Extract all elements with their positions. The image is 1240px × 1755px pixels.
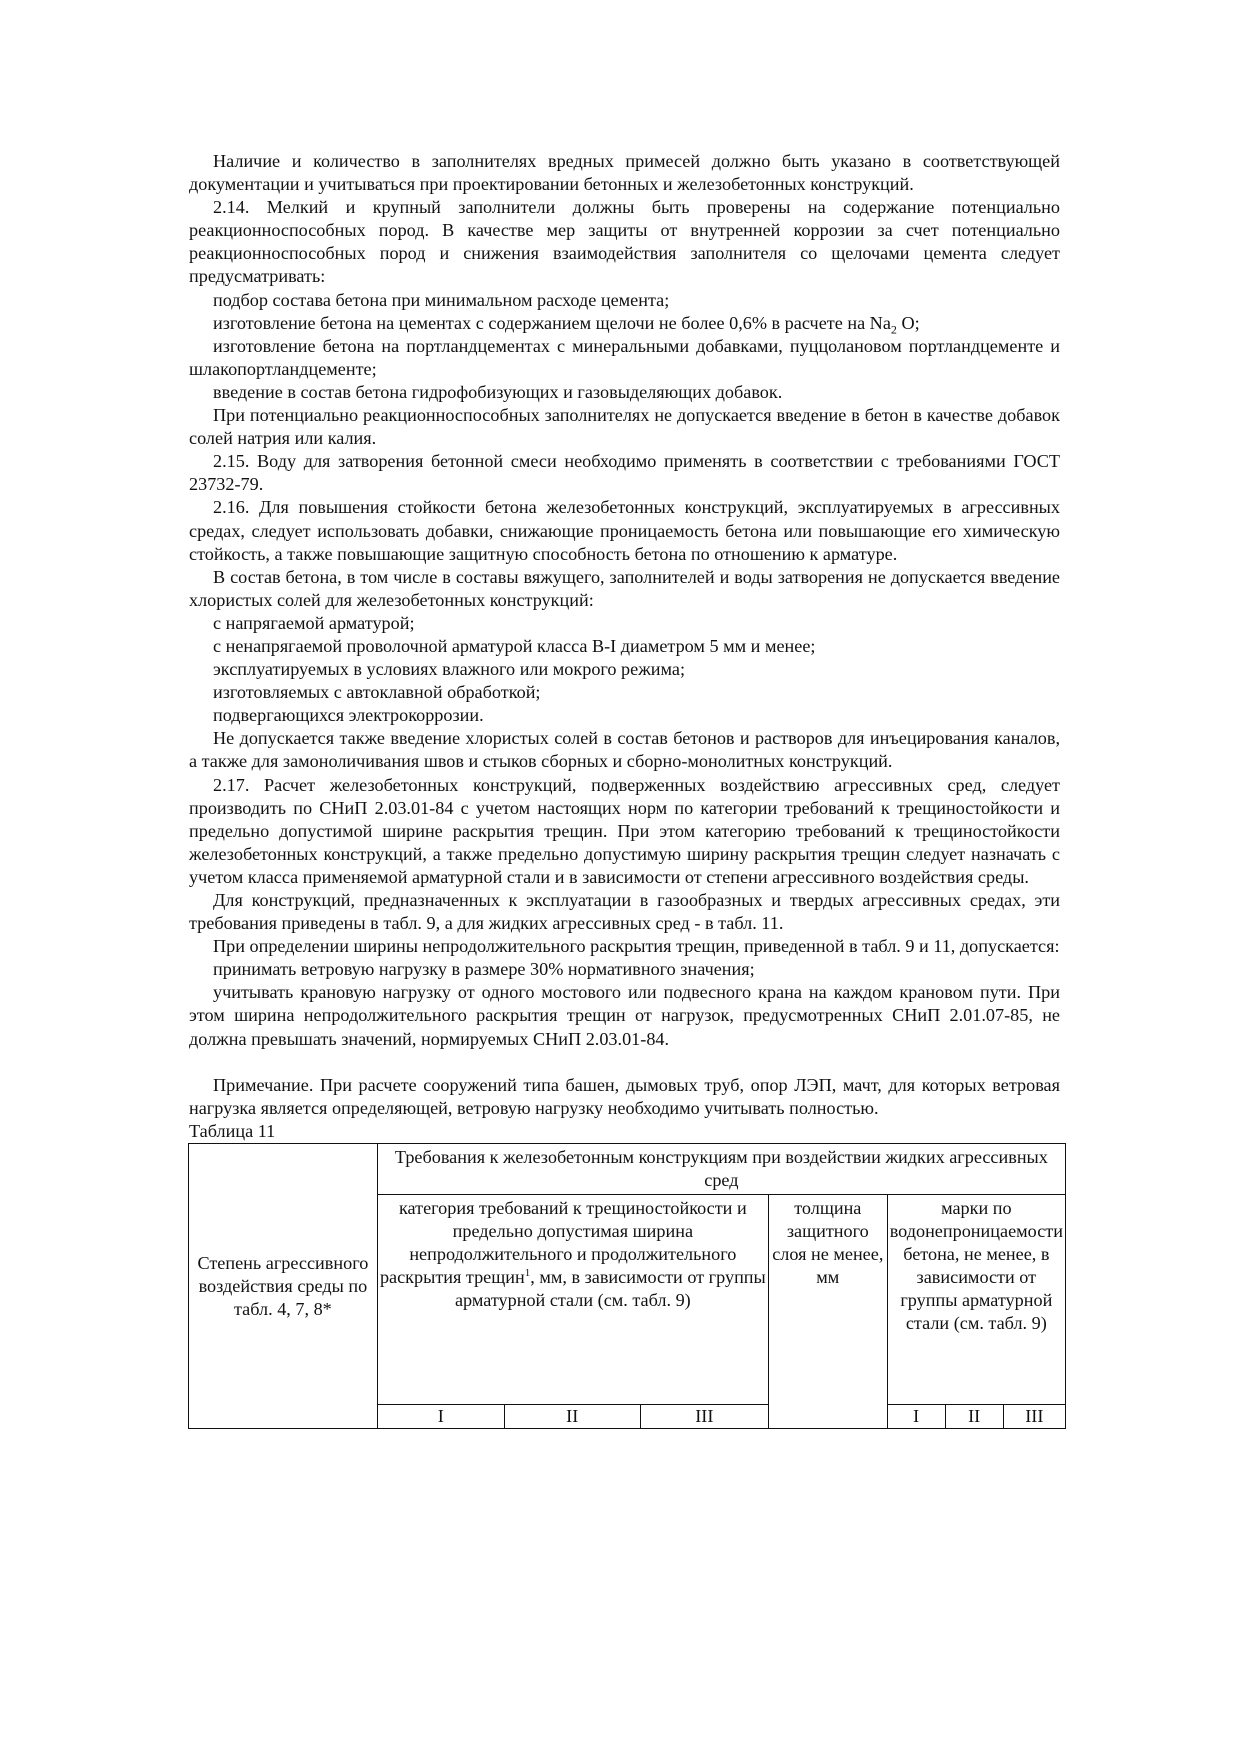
table-caption: Таблица 11 [189,1120,276,1141]
paragraph: В состав бетона, в том числе в составы вяжущего, заполнителей и воды затворения не допускается введение хлористых солей для железобетонных конструкций: [189,566,1060,610]
grade-group-3: III [1003,1404,1065,1428]
list-item: подвергающихся электрокоррозии. [213,705,484,726]
crack-group-1: I [377,1404,504,1428]
paragraph: учитывать крановую нагрузку от одного мостового или подвесного крана на каждом крановом пути. При этом ширина непродолжительного раскрытия трещин от нагрузок, предусмотренных СНиП 2.01.07-85, не должна превышать значений, нормируемых СНиП 2.03.01-84. [189,982,1060,1049]
header-grades [887,1194,1065,1404]
list-item-text: изготовление бетона на цементах с содержанием щелочи не более 0,6% в расчете на Na [213,312,891,333]
subscript: 2 [890,322,897,337]
paragraph: Не допускается также введение хлористых солей в состав бетонов и растворов для инъецирования каналов, а также для замоноличивания швов и стыков сборных и сборно-монолитных конструкций. [189,728,1060,772]
list-item: с ненапрягаемой проволочной арматурой класса В-I диаметром 5 мм и менее; [213,635,816,656]
list-item: принимать ветровую нагрузку в размере 30% нормативного значения; [213,959,755,980]
crack-group-3: III [640,1404,768,1428]
paragraph: Наличие и количество в заполнителях вредных примесей должно быть указано в соответствующей документации и учитываться при проектировании бетонных и железобетонных конструкций. [189,151,1060,195]
note: Примечание. При расчете сооружений типа башен, дымовых труб, опор ЛЭП, мачт, для которых ветровая нагрузка является определяющей, ветровую нагрузку необходимо учитывать полностью. [189,1074,1060,1118]
header-thickness-label: толщина защитного слоя не менее, мм [772,1197,884,1287]
list-item: подбор состава бетона при минимальном расходе цемента; [213,289,670,310]
header-group-label: Требования к железобетонным конструкциям при воздействии жидких агрессивных сред [394,1146,1048,1190]
paragraph: 2.16. Для повышения стойкости бетона железобетонных конструкций, эксплуатируемых в агрессивных средах, следует использовать добавки, снижающие проницаемость бетона или повышающие его химическую стойкость, а также повышающие защитную способность бетона по отношению к арматуре. [189,497,1060,564]
paragraph: 2.14. Мелкий и крупный заполнители должны быть проверены на содержание потенциально реакционноспособных пород. В качестве мер защиты от внутренней коррозии за счет потенциально реакционноспособных пород и снижения взаимодействия заполнителя со щелочами цемента следует предусматривать: [189,197,1060,287]
paragraph: 2.15. Воду для затворения бетонной смеси необходимо применять в соответствии с требованиями ГОСТ 23732-79. [189,451,1060,495]
paragraph: 2.17. Расчет железобетонных конструкций, подверженных воздействию агрессивных сред, следует производить по СНиП 2.03.01-84 с учетом настоящих норм по категории требований к трещиностойкости и предельно допустимой ширине раскрытия трещин. При этом категорию требований к трещиностойкости железобетонных конструкций, а также предельно допустимую ширину раскрытия трещин следует назначать с учетом класса применяемой арматурной стали и в зависимости от степени агрессивного воздействия среды. [189,774,1060,887]
header-crack [377,1194,768,1404]
list-item: введение в состав бетона гидрофобизующих и газовыделяющих добавок. [213,381,783,402]
header-crack-label: категория требований к трещиностойкости и предельно допустимая ширина непродолжительного и продолжительного раскрытия трещин [379,1197,747,1287]
requirements-table [188,1143,1066,1429]
list-item: эксплуатируемых в условиях влажного или мокрого режима; [213,659,686,680]
paragraph: При потенциально реакционноспособных заполнителях не допускается введение в бетон в качестве добавок солей натрия или калия. [189,405,1060,449]
footnote-mark: 1 [524,1266,531,1279]
header-degree-label: Степень агрессивного воздействия среды по табл. 4, 7, 8* [197,1252,369,1319]
paragraph: Для конструкций, предназначенных к эксплуатации в газообразных и твердых агрессивных средах, эти требования приведены в табл. 9, а для жидких агрессивных сред - в табл. 11. [189,890,1060,934]
list-item: изготовление бетона на портландцементах с минеральными добавками, пуццолановом портландцементе и шлакопортландцементе; [189,335,1060,379]
header-crack-label-end: , мм, в зависимости от группы арматурной стали (см. табл. 9) [454,1266,766,1310]
list-item: с напрягаемой арматурой; [213,612,415,633]
list-item [189,312,1060,335]
paragraph: При определении ширины непродолжительного раскрытия трещин, приведенной в табл. 9 и 11, допускается: [213,936,1060,957]
list-item-text-end: O; [896,312,920,333]
header-group [377,1143,1065,1194]
crack-group-2: II [504,1404,640,1428]
header-thickness [768,1194,887,1428]
header-degree-empty [189,1404,378,1428]
grade-group-2: II [945,1404,1003,1428]
document-page [189,150,1063,1429]
grade-group-1: I [887,1404,945,1428]
list-item: изготовляемых с автоклавной обработкой; [213,682,541,703]
header-degree [189,1143,378,1404]
header-grades-label: марки по водонепроницаемости бетона, не менее, в зависимости от группы арматурной стали (см. табл. 9) [889,1197,1063,1333]
